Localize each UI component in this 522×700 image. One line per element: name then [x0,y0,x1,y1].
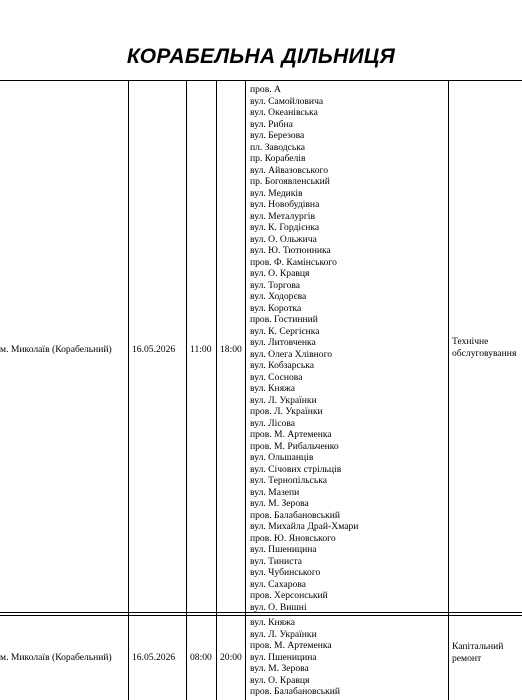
street-item: пров. М. Артеменка [250,640,332,651]
street-list [250,617,340,698]
date-cell: 16.05.2026 [132,344,176,355]
date-cell: 16.05.2026 [132,652,176,663]
street-item: вул. Л. Українки [250,628,317,640]
street-item: вул. Тиниста [250,555,303,567]
street-item: вул. Олега Хлівного [250,348,333,360]
street-item: пров. Гостинний [250,314,318,325]
work-type-cell [452,336,516,359]
table-top-border [0,80,522,81]
street-item: вул. Кобзарська [250,360,315,371]
street-item: вул. Литовченка [250,337,316,348]
locality-cell: м. Миколаїв (Корабельний) [0,344,112,355]
work-type-line: обслуговування [452,347,517,359]
street-item: вул. Пшеницина [250,651,317,663]
street-item: вул. О. Ольжича [250,233,317,245]
street-item: вул. Сахарова [250,578,307,590]
street-item: вул. Княжа [250,617,295,628]
street-item: пров. Херсонський [250,590,328,601]
work-type-line: ремонт [452,652,482,664]
outage-schedule-table [0,80,522,700]
street-item: вул. Айвазовського [250,164,328,176]
street-item: пров. М. Рибальченко [250,440,339,452]
work-type-line: Капітальний [452,641,504,652]
column-divider [216,80,217,700]
street-item: вул. Січових стрільців [250,463,342,475]
street-item: вул. Михайла Драй-Хмари [250,521,359,532]
column-divider [128,80,129,700]
street-item: вул. О. Кравця [250,268,310,279]
street-item: пров. Балабановський [250,509,341,521]
time-from-cell: 08:00 [190,652,212,663]
street-item: вул. О. Кравця [250,674,310,686]
street-item: вул. Княжа [250,383,295,394]
street-item: вул. Тернопільська [250,475,328,486]
street-item: вул. Ходорєва [250,291,307,302]
street-item: вул. Пшеницина [250,544,317,555]
street-item: пров. Ф. Камінського [250,256,337,268]
time-to-cell: 20:00 [220,652,242,663]
street-item: вул. Океанівська [250,107,318,118]
street-item: пров. Ю. Яновського [250,532,336,544]
street-list [250,84,358,613]
street-item: пров. Балабановський [250,686,341,697]
street-item: вул. Самойловича [250,95,324,107]
street-item: вул. К. Сергієнка [250,325,320,337]
street-item: вул. О. Вишні [250,601,307,613]
street-item: пр. Корабелів [250,153,306,164]
street-item: вул. Мазепи [250,486,300,498]
street-item: вул. М. Зерова [250,498,309,509]
street-item: вул. Л. Українки [250,394,317,406]
column-divider [448,80,449,700]
street-item: пров. А [250,84,281,95]
street-item: вул. Лісова [250,417,296,429]
street-item: вул. Торгова [250,279,301,291]
street-item: вул. К. Гордієнка [250,222,320,233]
street-item: пров. Л. Українки [250,406,323,417]
street-item: вул. Новобудівна [250,199,320,210]
time-from-cell: 11:00 [190,344,212,355]
street-item: вул. Чубинського [250,567,321,578]
street-item: вул. Ольшанців [250,452,314,463]
street-item: вул. Соснова [250,371,303,383]
locality-cell: м. Миколаїв (Корабельний) [0,652,112,663]
street-item: вул. Коротка [250,302,302,314]
street-item: вул. Березова [250,130,305,141]
row-divider [0,615,522,616]
time-to-cell: 18:00 [220,344,242,355]
street-item: пл. Заводська [250,141,306,153]
work-type-line: Технічне [452,336,489,347]
street-item: вул. Медиків [250,187,303,199]
column-divider [245,80,246,700]
street-item: вул. М. Зерова [250,663,309,674]
work-type-cell [452,641,503,664]
street-item: вул. Ю. Тютюнника [250,245,331,256]
street-item: пров. М. Артеменка [250,429,332,440]
column-divider [186,80,187,700]
street-item: вул. Металургів [250,210,315,222]
street-item: пр. Богоявленський [250,176,330,187]
street-item: вул. Рибна [250,118,293,130]
page-title: КОРАБЕЛЬНА ДІЛЬНИЦЯ [126,45,396,68]
